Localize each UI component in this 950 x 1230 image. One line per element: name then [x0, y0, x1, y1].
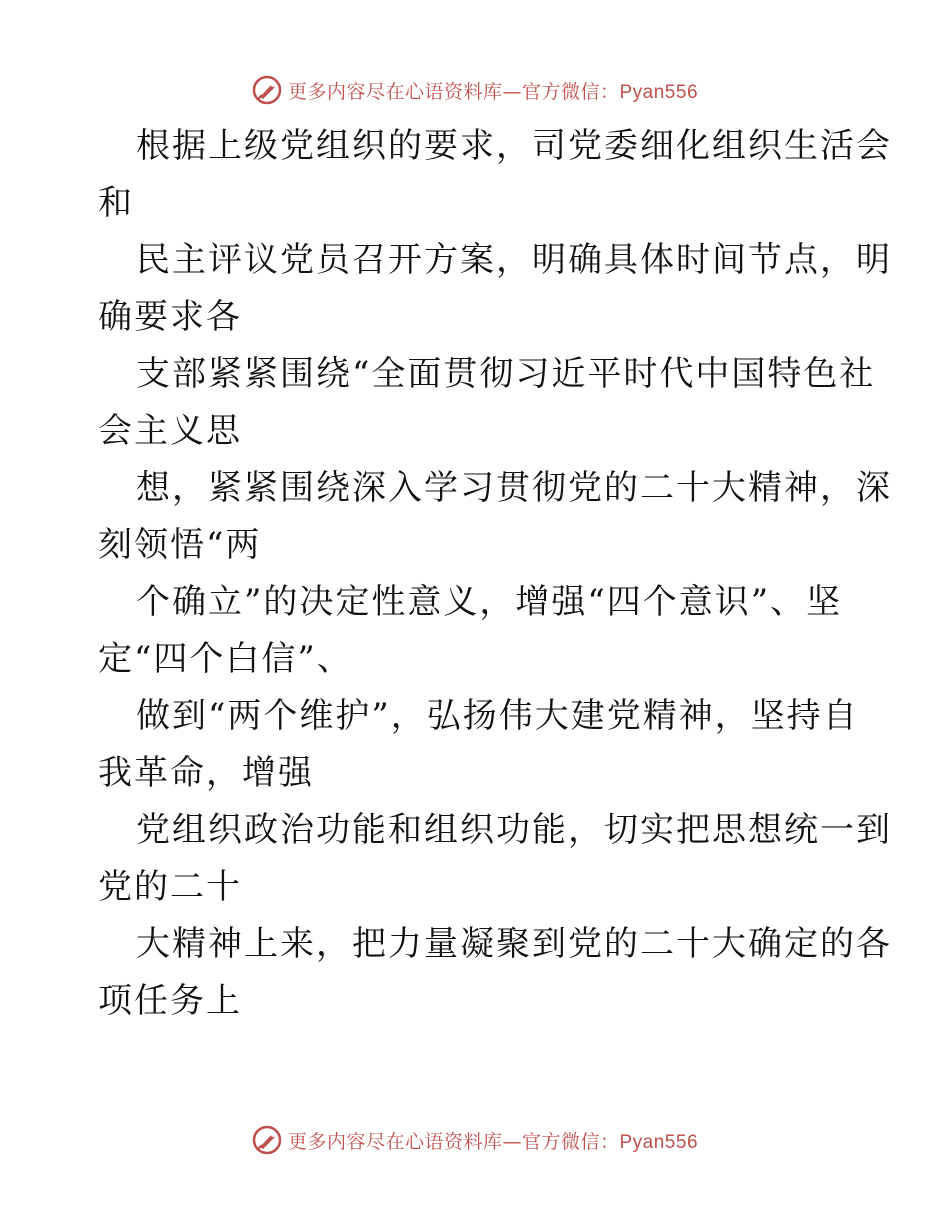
header-banner-separator: — — [502, 80, 522, 103]
body-line: 大精神上来，把力量凝聚到党的二十大确定的各 — [136, 924, 892, 964]
header-wechat-id: Pyan556 — [619, 81, 699, 103]
body-line: 我革命，增强 — [98, 753, 314, 793]
header-banner-text — [288, 77, 698, 104]
footer-wechat-label: 官方微信： — [521, 1130, 620, 1153]
body-line: 项任务上 — [98, 981, 242, 1021]
body-line: 根据上级党组织的要求，司党委细化组织生活会 — [136, 126, 892, 166]
body-line: 做到“两个维护”，弘扬伟大建党精神，坚持自 — [136, 696, 859, 736]
body-line: 会主义思 — [98, 411, 242, 451]
document-body — [98, 118, 892, 1030]
footer-banner — [0, 1120, 950, 1160]
header-banner-title: 更多内容尽在心语资料库 — [287, 80, 503, 103]
body-line: 和 — [98, 183, 134, 223]
footer-wechat-id: Pyan556 — [619, 1131, 699, 1153]
body-line: 想，紧紧围绕深入学习贯彻党的二十大精神，深 — [136, 468, 892, 508]
header-wechat-label: 官方微信： — [521, 80, 620, 103]
body-line: 党的二十 — [98, 867, 242, 907]
footer-banner-separator: — — [502, 1130, 522, 1153]
body-line: 定“四个白信”、 — [98, 639, 353, 679]
footer-banner-title: 更多内容尽在心语资料库 — [287, 1130, 503, 1153]
pen-nib-logo-icon — [252, 75, 282, 105]
body-line: 确要求各 — [98, 297, 242, 337]
body-line: 刻领悟“两 — [98, 525, 262, 565]
body-line: 支部紧紧围绕“全面贯彻习近平时代中国特色社 — [136, 354, 876, 394]
body-line: 民主评议党员召开方案，明确具体时间节点，明 — [136, 240, 892, 280]
body-line: 党组织政治功能和组织功能，切实把思想统一到 — [136, 810, 892, 850]
body-line: 个确立”的决定性意义，增强“四个意识”、坚 — [136, 582, 843, 622]
footer-banner-text — [288, 1127, 698, 1154]
pen-nib-logo-icon — [252, 1125, 282, 1155]
header-banner — [0, 70, 950, 110]
